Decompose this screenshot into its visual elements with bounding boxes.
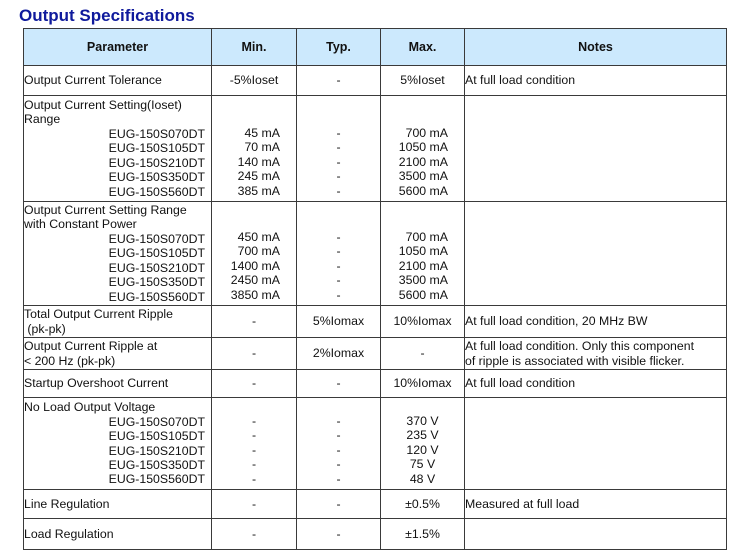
- notes-line: At full load condition. Only this component: [465, 339, 694, 354]
- typ-value: -: [336, 457, 341, 472]
- typ-value: -: [336, 273, 341, 288]
- min-value: 450 mA: [237, 229, 280, 244]
- min-cell: [212, 398, 297, 490]
- model-name: EUG-150S105DT: [108, 246, 205, 261]
- notes-cell: [465, 338, 727, 370]
- typ-value: -: [336, 244, 341, 259]
- model-name: EUG-150S105DT: [108, 141, 205, 156]
- table-row: [24, 66, 727, 96]
- max-cell: ±1.5%: [381, 519, 465, 550]
- parameter-label: Range: [24, 112, 61, 127]
- max-value: 3500 mA: [398, 169, 448, 184]
- model-name: EUG-150S350DT: [108, 170, 205, 185]
- max-value: 5600 mA: [398, 183, 448, 198]
- min-cell: -: [212, 519, 297, 550]
- min-value: 385 mA: [237, 183, 280, 198]
- max-value: 1050 mA: [398, 244, 448, 259]
- parameter-cell: Line Regulation: [24, 490, 212, 519]
- max-cell: [381, 202, 465, 306]
- min-value: 45 mA: [244, 125, 280, 140]
- typ-value: -: [336, 229, 341, 244]
- parameter-cell: [24, 202, 212, 306]
- column-header-notes: Notes: [465, 29, 727, 66]
- max-cell: 10%Iomax: [381, 306, 465, 338]
- min-cell: -: [212, 490, 297, 519]
- max-value: 2100 mA: [398, 154, 448, 169]
- column-header-max: Max.: [381, 29, 465, 66]
- parameter-label: Output Current Setting(Ioset): [24, 98, 182, 113]
- typ-value: -: [336, 154, 341, 169]
- model-name: EUG-150S210DT: [108, 155, 205, 170]
- max-value: 5600 mA: [398, 287, 448, 302]
- model-name: EUG-150S210DT: [108, 443, 205, 458]
- parameter-cell: Startup Overshoot Current: [24, 370, 212, 398]
- parameter-label: Output Current Ripple at: [24, 339, 158, 354]
- min-cell: -: [212, 306, 297, 338]
- table-row: [24, 202, 727, 306]
- min-cell: -: [212, 370, 297, 398]
- model-name: EUG-150S350DT: [108, 275, 205, 290]
- typ-cell: [297, 96, 381, 202]
- model-name: EUG-150S070DT: [108, 231, 205, 246]
- parameter-cell: [24, 96, 212, 202]
- min-value: -: [251, 413, 257, 428]
- notes-cell: At full load condition: [465, 66, 727, 96]
- notes-line: of ripple is associated with visible flicker.: [465, 353, 685, 368]
- min-value: -: [251, 428, 257, 443]
- parameter-label: No Load Output Voltage: [24, 400, 156, 415]
- typ-cell: 5%Iomax: [297, 306, 381, 338]
- typ-cell: -: [297, 66, 381, 96]
- max-value: 48 V: [409, 471, 436, 486]
- table-row: [24, 370, 727, 398]
- typ-value: -: [336, 258, 341, 273]
- typ-cell: [297, 202, 381, 306]
- min-value: 245 mA: [237, 169, 280, 184]
- notes-cell: [465, 96, 727, 202]
- notes-cell: At full load condition: [465, 370, 727, 398]
- max-cell: -: [381, 338, 465, 370]
- parameter-cell: [24, 338, 212, 370]
- notes-cell: [465, 398, 727, 490]
- min-value: 2450 mA: [230, 273, 280, 288]
- model-name: EUG-150S070DT: [108, 414, 205, 429]
- parameter-cell: Output Current Tolerance: [24, 66, 212, 96]
- notes-cell: Measured at full load: [465, 490, 727, 519]
- typ-value: -: [336, 169, 341, 184]
- max-value: 370 V: [406, 413, 439, 428]
- max-value: 75 V: [409, 457, 436, 472]
- notes-cell: At full load condition, 20 MHz BW: [465, 306, 727, 338]
- parameter-label: Total Output Current Ripple: [24, 307, 174, 322]
- max-cell: 10%Iomax: [381, 370, 465, 398]
- model-name: EUG-150S350DT: [108, 457, 205, 472]
- parameter-cell: [24, 306, 212, 338]
- min-value: 140 mA: [237, 154, 280, 169]
- max-value: 3500 mA: [398, 273, 448, 288]
- min-value: -: [251, 442, 257, 457]
- typ-value: -: [336, 125, 341, 140]
- max-cell: ±0.5%: [381, 490, 465, 519]
- table-row: [24, 96, 727, 202]
- min-cell: -: [212, 338, 297, 370]
- max-value: 700 mA: [405, 125, 448, 140]
- typ-value: -: [336, 287, 341, 302]
- table-row: [24, 338, 727, 370]
- notes-cell: [465, 519, 727, 550]
- table-row: [24, 306, 727, 338]
- parameter-label: (pk-pk): [24, 321, 66, 336]
- min-value: 70 mA: [244, 140, 280, 155]
- min-value: 700 mA: [237, 244, 280, 259]
- parameter-label: Output Current Setting Range: [24, 203, 187, 218]
- column-header-min: Min.: [212, 29, 297, 66]
- model-name: EUG-150S560DT: [108, 472, 205, 487]
- max-cell: [381, 398, 465, 490]
- max-cell: 5%Ioset: [381, 66, 465, 96]
- column-header-parameter: Parameter: [24, 29, 212, 66]
- output-specifications-table: [23, 28, 727, 550]
- max-value: 700 mA: [405, 229, 448, 244]
- parameter-cell: [24, 398, 212, 490]
- model-name: EUG-150S560DT: [108, 184, 205, 199]
- max-value: 235 V: [406, 428, 439, 443]
- notes-cell: [465, 202, 727, 306]
- table-row: [24, 519, 727, 550]
- min-cell: -5%Ioset: [212, 66, 297, 96]
- parameter-label: with Constant Power: [24, 217, 137, 232]
- table-row: [24, 490, 727, 519]
- min-cell: [212, 96, 297, 202]
- section-title: Output Specifications: [19, 6, 195, 25]
- table-row: [24, 398, 727, 490]
- min-value: -: [251, 457, 257, 472]
- typ-value: -: [336, 183, 341, 198]
- typ-value: -: [336, 140, 341, 155]
- max-cell: [381, 96, 465, 202]
- column-header-typ: Typ.: [297, 29, 381, 66]
- typ-cell: 2%Iomax: [297, 338, 381, 370]
- typ-value: -: [336, 471, 341, 486]
- parameter-label: < 200 Hz (pk-pk): [24, 353, 116, 368]
- typ-cell: -: [297, 370, 381, 398]
- typ-cell: -: [297, 490, 381, 519]
- typ-cell: -: [297, 519, 381, 550]
- typ-value: -: [336, 442, 341, 457]
- typ-value: -: [336, 428, 341, 443]
- typ-value: -: [336, 413, 341, 428]
- max-value: 120 V: [406, 442, 439, 457]
- min-value: -: [251, 471, 257, 486]
- min-value: 3850 mA: [230, 287, 280, 302]
- min-value: 1400 mA: [230, 258, 280, 273]
- parameter-cell: Load Regulation: [24, 519, 212, 550]
- max-value: 2100 mA: [398, 258, 448, 273]
- model-name: EUG-150S070DT: [108, 126, 205, 141]
- model-name: EUG-150S105DT: [108, 429, 205, 444]
- min-cell: [212, 202, 297, 306]
- max-value: 1050 mA: [398, 140, 448, 155]
- table-header-row: [24, 29, 727, 66]
- model-name: EUG-150S560DT: [108, 289, 205, 304]
- typ-cell: [297, 398, 381, 490]
- model-name: EUG-150S210DT: [108, 260, 205, 275]
